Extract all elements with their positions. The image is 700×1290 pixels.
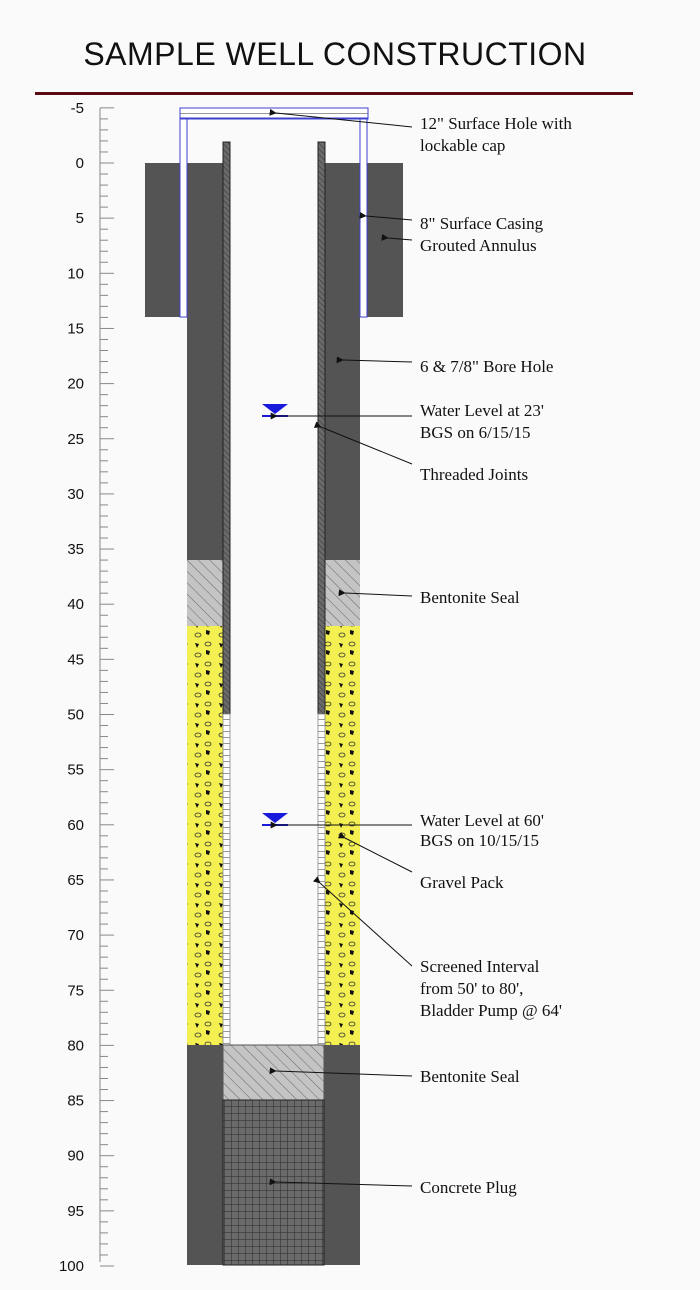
callout-concrete-plug: Concrete Plug: [420, 1178, 517, 1197]
bore-hole-fill-right: [324, 163, 360, 560]
depth-label: -5: [70, 99, 84, 117]
depth-label: 100: [58, 1258, 84, 1275]
water-level-marker-1: [262, 404, 288, 416]
callout-water-level-2-line1: Water Level at 60': [420, 811, 544, 830]
callout-bore-hole: 6 & 7/8" Bore Hole: [420, 357, 554, 376]
callout-bentonite-seal-upper: Bentonite Seal: [420, 588, 520, 607]
bentonite-seal-upper-left: [187, 560, 223, 626]
callout-water-level-1-line1: Water Level at 23': [420, 401, 544, 420]
page-title: SAMPLE WELL CONSTRUCTION: [83, 36, 587, 72]
callout-screened-interval-line2: from 50' to 80',: [420, 979, 524, 998]
depth-label: 0: [75, 155, 84, 172]
bore-hole-bottom-left: [187, 1045, 223, 1265]
depth-label: 40: [67, 596, 84, 614]
depth-label: 25: [67, 430, 84, 448]
depth-label: 70: [67, 927, 84, 945]
depth-label: 90: [67, 1147, 84, 1165]
callout-threaded-joints: Threaded Joints: [420, 465, 529, 484]
depth-label: 60: [67, 816, 84, 834]
water-level-marker-2: [262, 813, 288, 825]
depth-axis: [59, 100, 114, 1275]
surface-casing-left: [180, 118, 187, 317]
callout-surface-hole-line1: 12" Surface Hole with: [420, 114, 572, 133]
well-casing-left: [223, 142, 230, 714]
depth-label: 95: [67, 1202, 84, 1220]
callout-screened-interval-line3: Bladder Pump @ 64': [420, 1001, 562, 1020]
depth-axis-labels: [59, 100, 84, 1275]
depth-label: 30: [67, 485, 84, 503]
depth-label: 50: [67, 706, 84, 724]
depth-label: 75: [67, 982, 84, 1000]
callout-gravel-pack: Gravel Pack: [420, 873, 504, 892]
depth-label: 55: [67, 761, 84, 779]
depth-axis-ticks: [100, 108, 114, 1266]
bore-hole-fill-left: [187, 163, 223, 560]
surface-casing-right: [360, 118, 367, 317]
depth-label: 35: [67, 541, 84, 559]
callouts: [420, 114, 572, 1197]
callout-screened-interval-line1: Screened Interval: [420, 957, 540, 976]
well-screen-right: [318, 714, 325, 1045]
callout-water-level-1-line2: BGS on 6/15/15: [420, 423, 531, 442]
well-screen-left: [223, 714, 230, 1045]
depth-label: 45: [67, 651, 84, 669]
callout-surface-hole-line2: lockable cap: [420, 136, 506, 155]
depth-label: 80: [67, 1037, 84, 1055]
depth-label: 15: [67, 320, 84, 338]
gravel-pack-left: [187, 626, 223, 1045]
callout-water-level-2-line2: BGS on 10/15/15: [420, 831, 540, 850]
callout-grouted-annulus: Grouted Annulus: [420, 236, 537, 255]
callout-surface-casing: 8" Surface Casing: [420, 214, 544, 233]
depth-label: 5: [75, 210, 84, 228]
depth-label: 10: [67, 265, 84, 283]
depth-label: 20: [67, 375, 84, 393]
gravel-pack-right: [324, 626, 360, 1045]
depth-label: 85: [67, 1092, 84, 1110]
depth-label: 65: [67, 871, 84, 889]
callout-bentonite-seal-lower: Bentonite Seal: [420, 1067, 520, 1086]
lockable-cap: [180, 108, 368, 119]
bore-hole-bottom-right: [324, 1045, 360, 1265]
